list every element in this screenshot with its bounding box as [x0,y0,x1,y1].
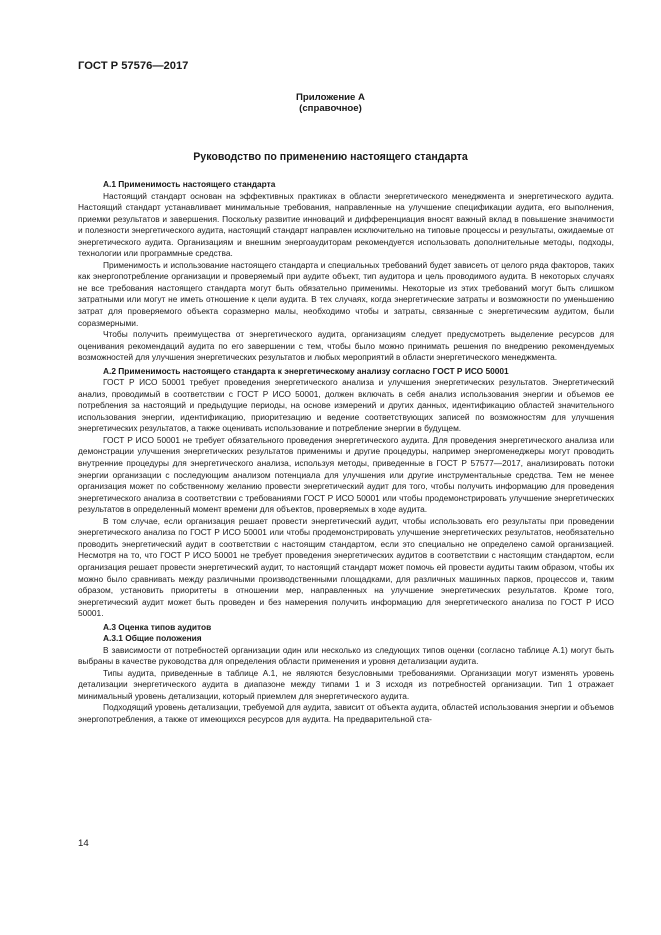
document-body [78,179,614,726]
page-number: 14 [78,838,89,849]
paragraph: Применимость и использование настоящего стандарта и специальных требований будет зависеть от целого ряда факторов, таких как энергопотребление организации и проверяемый при аудите объект, тип аудитора и цель проводимого аудита. В некоторых случаях не все требования настоящего стандарта могут быть обязательно применимы. Некоторые из этих требований могут быть слишком затратными или могут не иметь отношение к цели аудита. В тех случаях, когда энергетические затраты и возможности по уменьшению затрат для проверяемого объекта соразмерно малы, необходимо чтобы и затраты, связанные с энергетическим аудитом, были соразмерными. [78,259,614,328]
paragraph: Чтобы получить преимущества от энергетического аудита, организациям следует предусмотреть выделение ресурсов для оценивания рекомендаций аудита по его завершении с тем, чтобы было можно принимать решения по внедрению рекомендуемых возможностей для улучшения энергетических результатов и любых мероприятий в области энергетического менеджмента. [78,329,614,363]
paragraph: В зависимости от потребностей организации один или несколько из следующих типов оценки (согласно таблице А.1) могут быть выбраны в качестве руководства для определения области применения и уровня детализации аудита. [78,644,614,667]
document-id-header: ГОСТ Р 57576—2017 [78,60,189,72]
section-heading-a2: А.2 Применимость настоящего стандарта к энергетическому анализу согласно ГОСТ Р ИСО 50001 [103,365,509,376]
paragraph: Подходящий уровень детализации, требуемой для аудита, зависит от объекта аудита, областей использования энергии и объемов энергопотребления, а также от имеющихся ресурсов для аудита. На предварительной ста- [78,702,614,724]
section-heading-a3: А.3 Оценка типов аудитов [103,621,212,632]
appendix-label: Приложение А [296,92,365,103]
appendix-type: (справочное) [299,103,362,115]
appendix-label-block [0,92,661,115]
paragraph: ГОСТ Р ИСО 50001 не требует обязательного проведения энергетического аудита. Для проведения энергетического анализа или демонстрации улучшения энергетических результатов применимы и другие процедуры, например энергоменеджеры могут проводить внутренние процедуры для энергетического анализа, используя методы, приведенные в ГОСТ Р 57577—2017, анализировать потоки энергии организации с последующим анализом потенциала для улучшения или другие инструментальные средства. Тем не менее организация может по собственному желанию провести энергетический аудит для того, чтобы получить информацию для проведения энергетического анализа в соответствии с требованиями ГОСТ Р ИСО 50001 или чтобы продемонстрировать улучшение энергетических результатов в определенный момент времени для объектов, проверяемых в ходе аудита. [78,434,614,515]
paragraph: ГОСТ Р ИСО 50001 требует проведения энергетического анализа и улучшения энергетических результатов. Энергетический анализ, проводимый в соответствии с ГОСТ Р ИСО 50001, должен включать в себя анализ использования энергии и объемов ее потребления за настоящий и предыдущие периоды, на основе измерений и других данных, идентификацию областей значительного использования энергии, идентификацию, приоритезацию и ведение соответствующих записей по возможностям для улучшения энергетических результатов, а также оценивать использование и потребление энергии в будущем. [78,377,614,434]
paragraph: Настоящий стандарт основан на эффективных практиках в области энергетического менеджмента и энергетического аудита. Настоящий стандарт устанавливает минимальные требования, направленные на улучшение спецификации аудита, его выполнения, приемки результатов и завершения. Поскольку развитие инноваций и дифференциация вносят важный вклад в повышение значимости и полезности энергетического аудита, настоящий стандарт направлен исключительно на типовые процессы и результаты, ожидаемые от энергетического аудита. Организациям и внешним энергоаудиторам рекомендуется использовать дополнительные методы, подходы, технологии или программные средства. [78,190,614,259]
paragraph: Типы аудита, приведенные в таблице А.1, не являются безусловными требованиями. Организации могут изменять уровень детализации энергетического аудита в диапазоне между типами 1 и 3 исходя из потребностей организации. Тип 1 отражает минимальный уровень детализации, который приемлем для энергетического аудита. [78,667,614,701]
section-heading-a1: А.1 Применимость настоящего стандарта [103,179,276,189]
appendix-title: Руководство по применению настоящего стандарта [193,151,468,163]
subsection-heading-a3-1: А.3.1 Общие положения [103,633,202,644]
paragraph: В том случае, если организация решает провести энергетический аудит, чтобы использовать его результаты при проведении энергетического анализа по ГОСТ Р ИСО 50001 или чтобы продемонстрировать улучшение энергетических результатов, необязательно проводить энергетический аудит в соответствии с настоящим стандартом, если это специально не определено самой организацией. Несмотря на то, что ГОСТ Р ИСО 50001 не требует проведения энергетических аудитов в соответствии с настоящим стандартом, если организация решает провести энергетический аудит, то настоящий стандарт может помочь ей провести аудиты таким образом, чтобы их можно было сравнивать между различными производственными площадками, для различных машинных парков, процессов и, таким образом, установить приоритеты в отношении мер, направленных на улучшение энергетических результатов. Кроме того, энергетический аудит может быть проведен и без намерения получить информацию для энергетического анализа по ГОСТ Р ИСО 50001. [78,515,614,619]
